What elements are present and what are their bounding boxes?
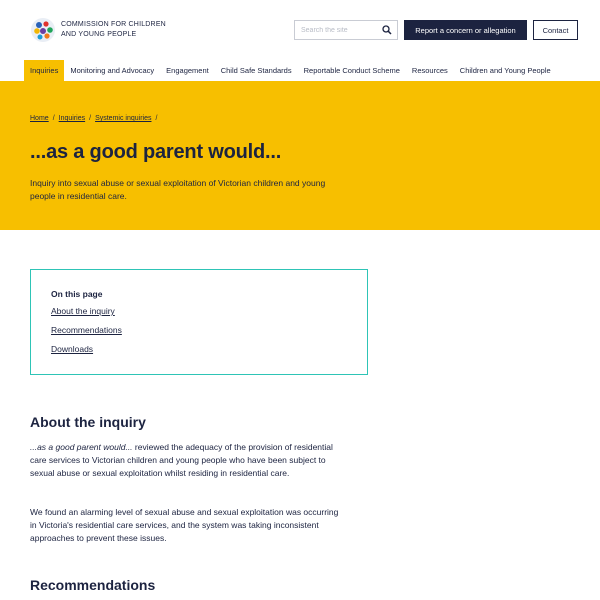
breadcrumb-separator: /	[89, 115, 92, 122]
report-concern-button[interactable]: Report a concern or allegation	[404, 20, 527, 40]
hero-banner	[0, 81, 600, 230]
nav-item-resources[interactable]: Resources	[411, 66, 448, 75]
logo-line-2: AND YOUNG PEOPLE	[61, 31, 137, 38]
logo-text	[61, 20, 166, 40]
toc-title: On this page	[51, 289, 103, 299]
on-this-page-box	[30, 269, 368, 375]
toc-link-about[interactable]: About the inquiry	[51, 306, 115, 316]
logo-emblem-icon	[30, 17, 56, 43]
search-input[interactable]	[295, 21, 375, 39]
page-title: ...as a good parent would...	[30, 141, 282, 163]
breadcrumb	[30, 115, 161, 122]
about-paragraph-1-text: reviewed the adequacy of the provision of residential care services to Victorian children and young people who have been subject to sexual abuse or sexual exploitation whilst residing in residential care.	[30, 442, 333, 478]
toc-link-recommendations[interactable]: Recommendations	[51, 325, 122, 335]
toc-link-downloads[interactable]: Downloads	[51, 344, 94, 354]
about-heading: About the inquiry	[30, 414, 146, 430]
nav-item-child-safe-standards[interactable]: Child Safe Standards	[220, 66, 292, 75]
breadcrumb-home[interactable]: Home	[30, 115, 49, 122]
about-paragraph-2: We found an alarming level of sexual abuse and sexual exploitation was occurring in Victoria's residential care services, and the system was taking inconsistent approaches to prevent these issues.	[30, 507, 339, 543]
main-nav	[24, 60, 557, 81]
breadcrumb-systemic-inquiries[interactable]: Systemic inquiries	[95, 115, 152, 122]
site-logo[interactable]	[30, 17, 166, 43]
nav-item-inquiries[interactable]: Inquiries	[24, 60, 64, 81]
nav-item-engagement[interactable]: Engagement	[166, 66, 209, 75]
recommendations-heading: Recommendations	[30, 577, 156, 593]
nav-item-monitoring-advocacy[interactable]: Monitoring and Advocacy	[70, 66, 155, 75]
breadcrumb-separator: /	[155, 115, 158, 122]
breadcrumb-separator: /	[52, 115, 55, 122]
search-icon[interactable]	[382, 25, 392, 35]
about-paragraph-1	[30, 441, 342, 480]
contact-button[interactable]: Contact	[533, 20, 578, 40]
site-header	[0, 0, 600, 60]
breadcrumb-inquiries[interactable]: Inquiries	[58, 115, 86, 122]
about-italic-lead: ...as a good parent would...	[30, 442, 133, 452]
nav-item-reportable-conduct[interactable]: Reportable Conduct Scheme	[303, 66, 400, 75]
logo-line-1: COMMISSION FOR CHILDREN	[61, 21, 166, 28]
page-description: Inquiry into sexual abuse or sexual exploitation of Victorian children and young people in residential care.	[30, 178, 326, 201]
nav-item-children-young-people[interactable]: Children and Young People	[459, 66, 551, 75]
search-box	[294, 20, 398, 40]
